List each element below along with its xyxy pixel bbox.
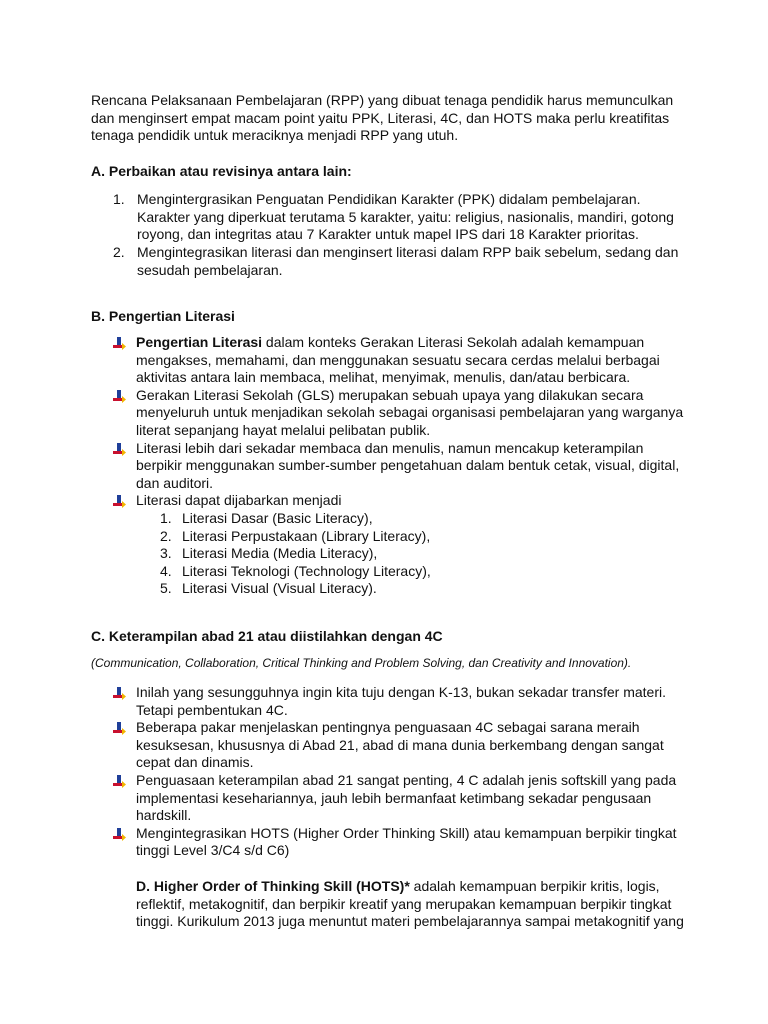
section-c-note: (Communication, Collaboration, Critical Thinking and Problem Solving, dan Creativity and Innovation). [91, 656, 632, 670]
sub-list-item [160, 528, 693, 546]
sub-list-item [160, 545, 693, 563]
arrow-bullet-icon [113, 774, 127, 788]
list-item [113, 440, 693, 493]
arrow-bullet-icon [113, 827, 127, 841]
section-d-paragraph [136, 878, 692, 931]
list-number: 2. [113, 244, 125, 261]
list-item [113, 492, 693, 598]
arrow-bullet-icon [113, 389, 127, 403]
list-number: 4. [160, 562, 172, 579]
list-number: 1. [113, 191, 125, 207]
intro-paragraph: Rencana Pelaksanaan Pembelajaran (RPP) yang dibuat tenaga pendidik harus memunculkan dan menginsert empat macam point yaitu PPK, Literasi, 4C, dan HOTS maka perlu kreatifitas tenaga pendidik untuk meraciknya menjadi RPP yang utuh. [91, 92, 674, 143]
list-item-text: Gerakan Literasi Sekolah (GLS) merupakan sebuah upaya yang dilakukan secara menyeluruh untuk menjadikan sekolah sebagai organisasi pembelajaran yang warganya literat sepanjang hayat melalui pelibatan publik. [136, 386, 684, 438]
arrow-bullet-icon [113, 494, 127, 508]
list-number: 1. [160, 509, 172, 526]
sub-list-item [160, 563, 693, 581]
list-item-text: dalam konteks Gerakan Literasi Sekolah adalah kemampuan mengakses, memahami, dan menggunakan sesuatu secara cerdas melalui berbagai aktivitas antara lain membaca, melihat, menyimak, menulis, dan/atau berbicara. [136, 334, 660, 386]
arrow-bullet-icon [113, 336, 127, 350]
list-item-text: Mengintergrasikan Penguatan Pendidikan Karakter (PPK) didalam pembelajaran. Karakter yang diperkuat terutama 5 karakter, yaitu: religius, nasionalis, mandiri, gotong royong, dan integritas atau 7 Karakter untuk mapel IPS dari 18 Karakter prioritas. [137, 191, 674, 243]
section-c-list [113, 684, 693, 860]
sub-list-item [160, 510, 693, 528]
section-b-list [113, 334, 693, 598]
sub-list-item [160, 580, 693, 598]
list-item-text: Mengintegrasikan literasi dan menginsert literasi dalam RPP baik sebelum, sedang dan sesudah pembelajaran. [137, 244, 679, 278]
sub-item-text: Literasi Visual (Visual Literacy). [182, 580, 377, 597]
list-item [113, 244, 693, 279]
section-b-heading: B. Pengertian Literasi [91, 308, 235, 324]
list-item [113, 387, 693, 440]
arrow-bullet-icon [113, 442, 127, 456]
list-item [113, 191, 693, 244]
sub-item-text: Literasi Dasar (Basic Literacy), [182, 509, 373, 526]
list-item-text: Inilah yang sesungguhnya ingin kita tuju dengan K-13, bukan sekadar transfer materi. Tetapi pembentukan 4C. [136, 684, 667, 718]
list-item [113, 334, 693, 387]
list-item [113, 684, 693, 719]
list-item [113, 719, 693, 772]
section-a-list [113, 191, 693, 280]
list-item [113, 772, 693, 825]
sub-item-text: Literasi Media (Media Literacy), [182, 545, 378, 562]
term-bold: Pengertian Literasi [136, 334, 263, 350]
list-item-text: Literasi dapat dijabarkan menjadi [136, 492, 342, 509]
list-number: 2. [160, 527, 172, 544]
list-number: 3. [160, 545, 172, 562]
list-item [113, 825, 693, 860]
list-item-text: Penguasaan keterampilan abad 21 sangat penting, 4 C adalah jenis softskill yang pada implementasi kesehariannya, jauh lebih bermanfaat ketimbang sekadar pengusaan hardskill. [136, 771, 677, 824]
arrow-bullet-icon [113, 686, 127, 700]
literacy-types-list [160, 510, 693, 598]
list-number: 5. [160, 580, 172, 597]
list-item-text: Beberapa pakar menjelaskan pentingnya penguasaan 4C sebagai sarana meraih kesuksesan, khususnya di Abad 21, abad di mana dunia berkembang dengan sangat cepat dan dinamis. [136, 719, 664, 771]
arrow-bullet-icon [113, 721, 127, 735]
section-d-text: adalah kemampuan berpikir kritis, logis, reflektif, metakognitif, dan berpikir kreatif yang merupakan kemampuan berpikir tingkat tinggi. Kurikulum 2013 juga menuntut materi pembelajarannya sampai metakognitif yang [136, 878, 684, 930]
sub-item-text: Literasi Teknologi (Technology Literacy), [182, 562, 431, 579]
section-a-heading: A. Perbaikan atau revisinya antara lain: [91, 163, 352, 179]
list-item-text: Literasi lebih dari sekadar membaca dan menulis, namun mencakup keterampilan berpikir menggunakan sumber-sumber pengetahuan dalam bentuk cetak, visual, digital, dan auditori. [136, 439, 680, 491]
section-d-heading: D. Higher Order of Thinking Skill (HOTS)* [136, 878, 410, 894]
sub-item-text: Literasi Perpustakaan (Library Literacy), [182, 527, 431, 544]
list-item-text: Mengintegrasikan HOTS (Higher Order Thinking Skill) atau kemampuan berpikir tingkat tinggi Level 3/C4 s/d C6) [136, 824, 677, 859]
section-c-heading: C. Keterampilan abad 21 atau diistilahkan dengan 4C [91, 628, 443, 644]
